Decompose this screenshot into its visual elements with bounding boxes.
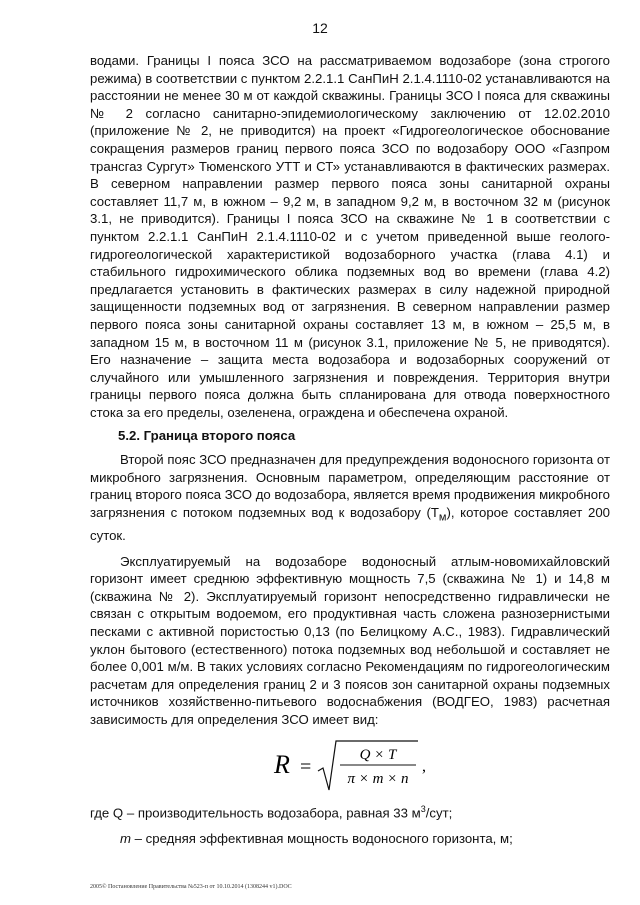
where-q-text: где Q – производительность водозабора, равная 33 м: [90, 805, 421, 820]
where-q-end: /сут;: [425, 805, 453, 820]
variable-m: m: [120, 830, 131, 846]
formula-block: [90, 735, 610, 797]
section-heading: 5.2. Граница второго пояса: [118, 428, 296, 444]
formula-lhs: R: [274, 749, 290, 779]
document-footer: 2005© Постановление Правительства №523-п от 10.10.2014 (1308244 v1).DOC: [90, 884, 292, 890]
formula-denominator: π × m × n: [347, 770, 409, 787]
document-body: [90, 52, 610, 847]
formula-equals: =: [300, 755, 312, 778]
page-number: 12: [312, 20, 328, 36]
cubic-superscript: 3: [420, 803, 426, 814]
paragraph-zone-two: [90, 451, 610, 545]
paragraph-where-q: [90, 801, 610, 822]
paragraph-where-m: [90, 830, 610, 848]
radius-formula: [270, 735, 470, 797]
where-m-text: – средняя эффективная мощность водоносного горизонта, м;: [131, 830, 513, 846]
time-subscript: м: [438, 511, 447, 524]
paragraph-zone-two-text: Второй пояс ЗСО предназначен для предупреждения водоносного горизонта от микробного загрязнения. Основным параметром, определяющим расстояние от границ второго пояса ЗСО до водозабора, является время продвижения микробного загрязнения с потоком подземных вод к водозабору (T: [90, 452, 610, 520]
paragraph-zone-two-end: ), которое составляет 200 суток.: [90, 504, 610, 544]
paragraph-aquifer: Эксплуатируемый на водозаборе водоносный атлым-новомихайловский горизонт имеет среднюю эффективную мощность 7,5 (скважина № 1) и 14,8 м (скважина № 2). Эксплуатируемый горизонт непосредственно гидравлически не связан с открытым водоемом, его продуктивная часть сложена разнозернистыми песками с активной пористостью 0,13 (по Белицкому А.С., 1983). Гидравлический уклон бытового (естественного) потока подземных вод небольшой и составляет не более 0,001 м/м. В таких условиях согласно Рекомендациям по гидрогеологическим расчетам для определения границ 2 и 3 поясов зон санитарной охраны подземных источников хозяйственно-питьевого водоснабжения (ВОДГЕО, 1983) расчетная зависимость для определения ЗСО имеет вид:: [90, 553, 610, 728]
formula-comma: ,: [422, 757, 426, 775]
paragraph-zone-one: водами. Границы I пояса ЗСО на рассматриваемом водозаборе (зона строгого режима) в соответствии с пунктом 2.2.1.1 СанПиН 2.1.4.1110-02 устанавливаются на расстоянии не менее 30 м от каждой скважины. Границы ЗСО I пояса для скважины № 2 согласно санитарно-эпидемиологическому заключению от 12.02.2010 (приложение № 2, не приводится) на проект «Гидрогеологическое обоснование сокращения размеров границ первого пояса ЗСО по водозабору ООО «Газпром трансгаз Сургут» Тюменского УТТ и СТ» устанавливаются в фактических размерах. В северном направлении размер первого пояса зоны санитарной охраны составляет 11,7 м, в южном – 9,2 м, в западном 9,2 м, в восточном 32 м (рисунок 3.1, не приводится). Границы I пояса ЗСО на скважине № 1 в соответствии с пунктом 2.2.1.1 СанПиН 2.1.4.1110-02 и с учетом приведенной выше геолого-гидрогеологической характеристикой водозаборного участка (глава 4.1) и стабильного гидрохимического облика подземных вод во времени (глава 4.2) предлагается установить в фактических размерах в силу надежной природной защищенности подземных вод от загрязнения. В северном направлении размер первого пояса зоны санитарной охраны составляет 13 м, в южном – 25,5 м, в западном 15 м, в восточном 11 м (рисунок 3.1, приложение № 5, не приводятся). Его назначение – защита места водозабора и водозаборных сооружений от случайного или умышленного загрязнения и повреждения. Территория внутри границы первого пояса должна быть спланирована для отвода поверхностного стока за его пределы, озеленена, ограждена и обеспечена охраной.: [90, 53, 610, 420]
formula-numerator: Q × T: [359, 746, 397, 763]
